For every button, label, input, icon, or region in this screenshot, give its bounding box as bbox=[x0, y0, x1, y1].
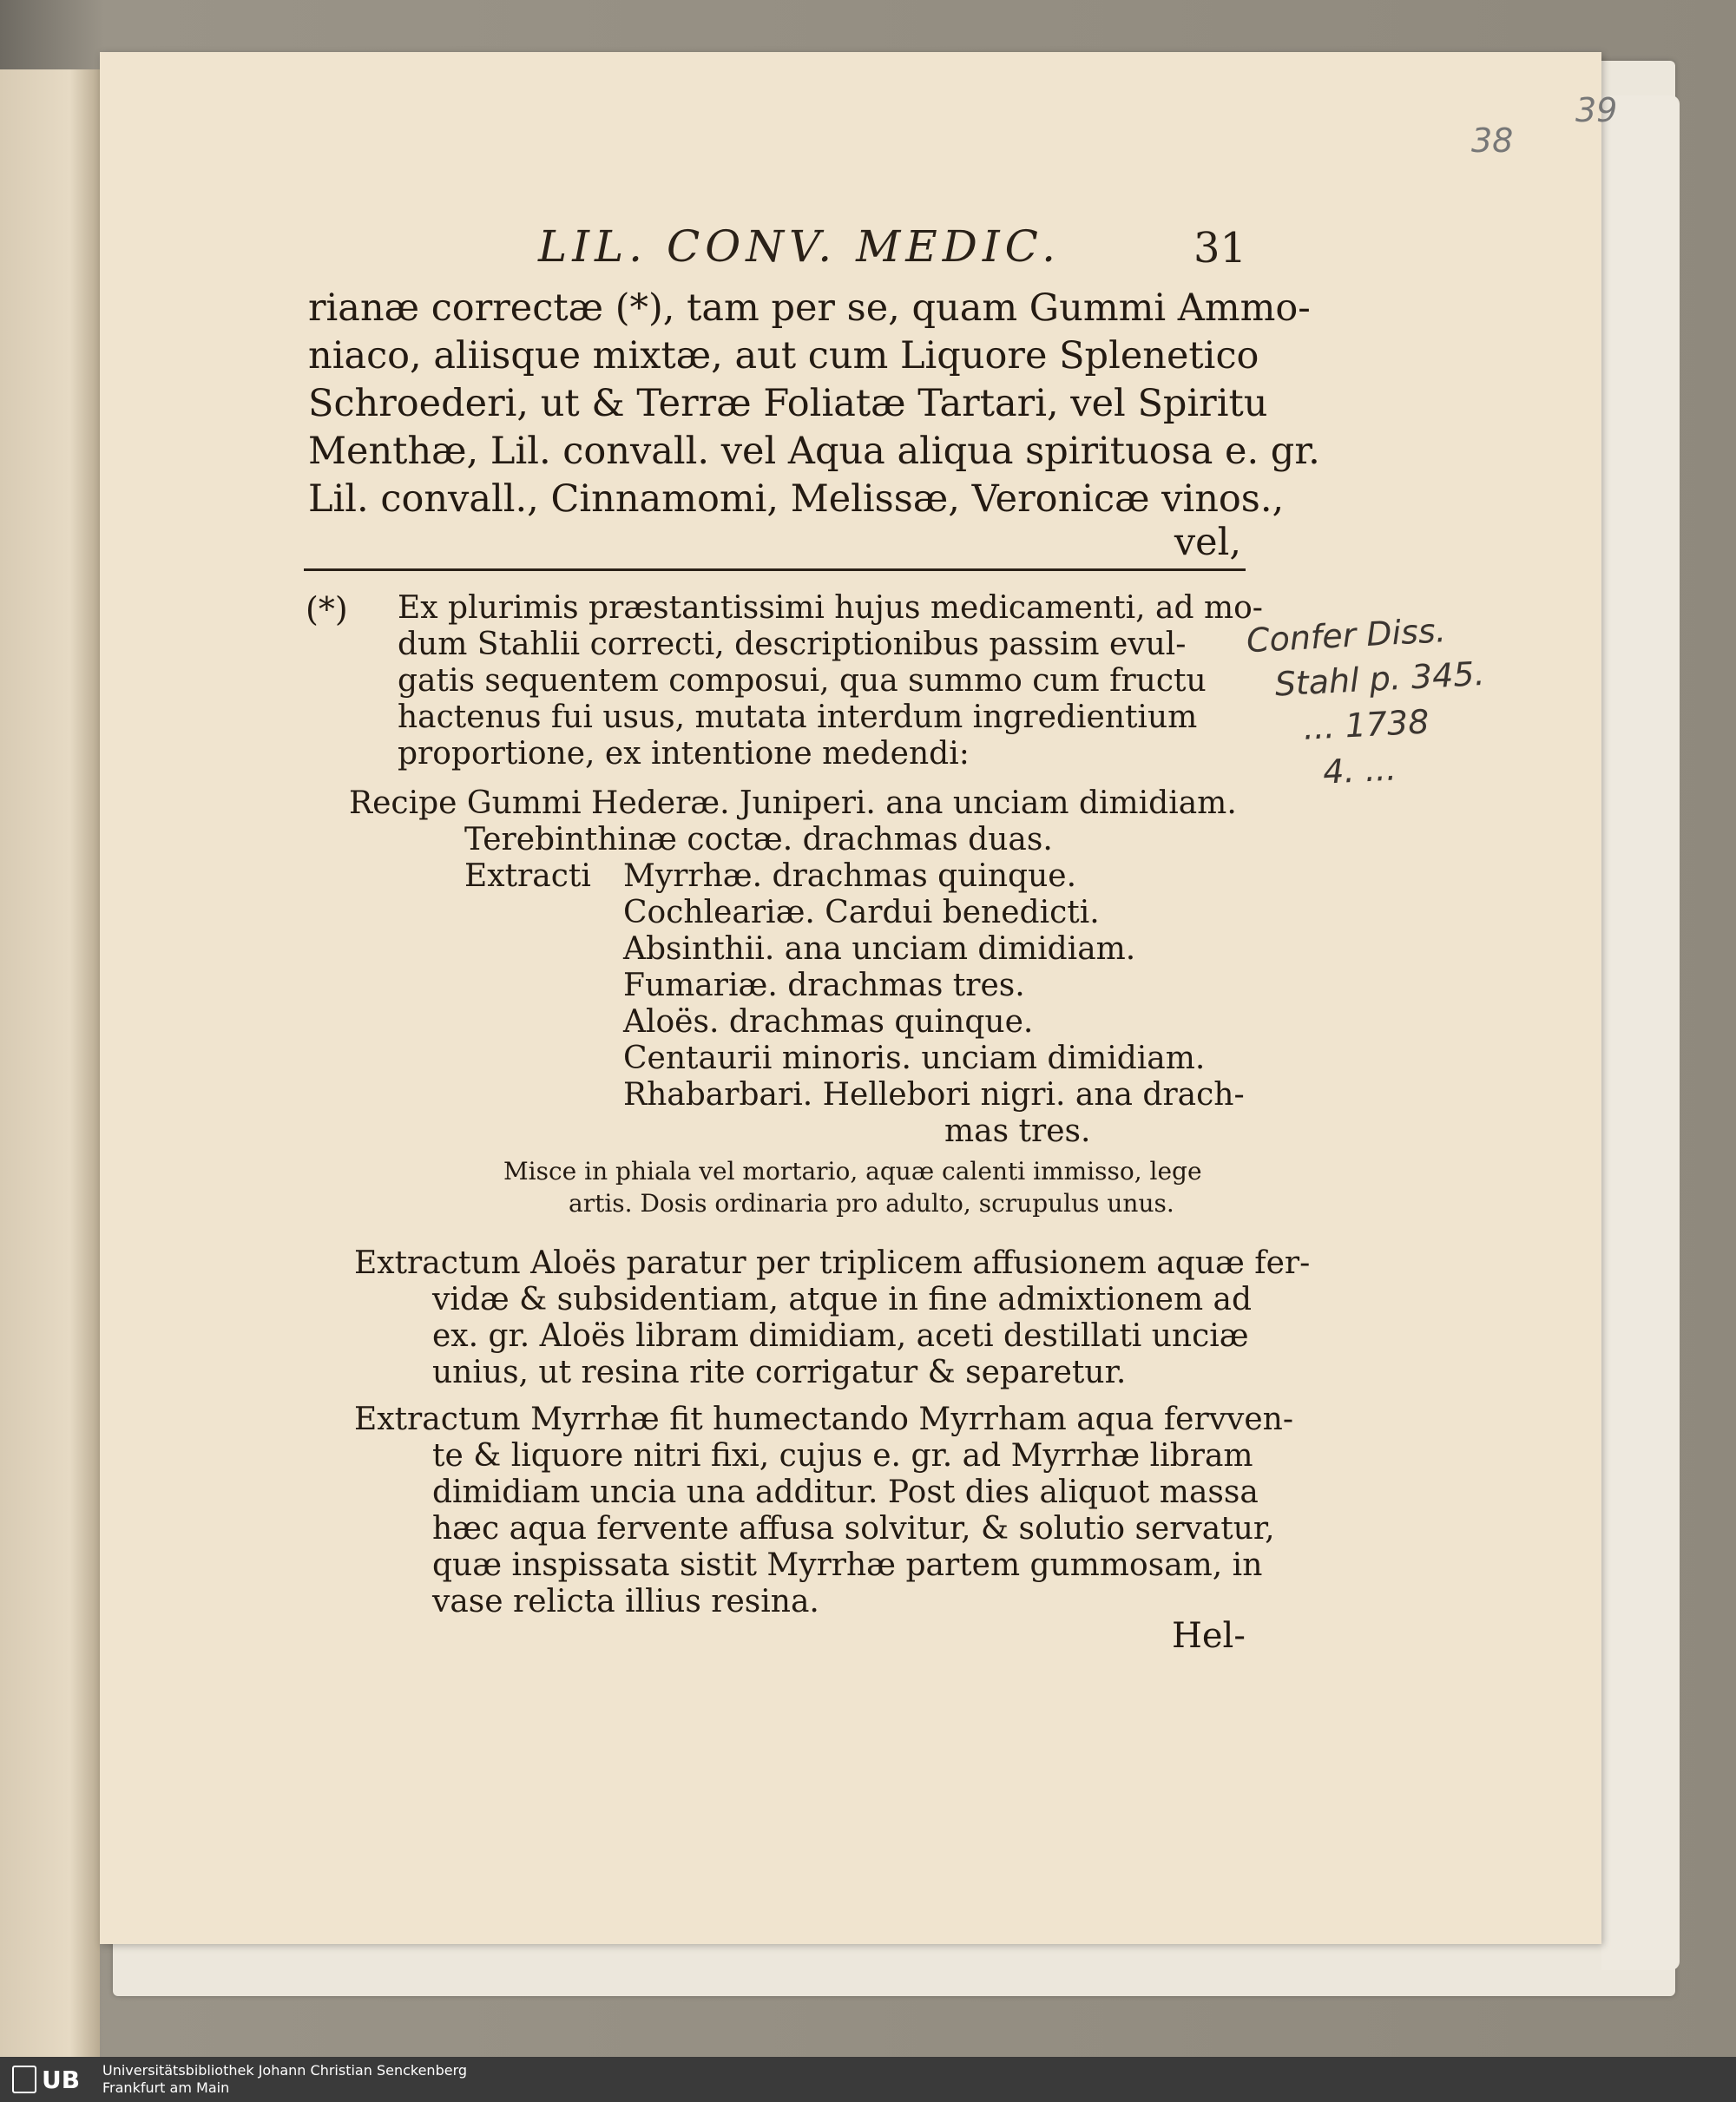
recipe-item: Myrrhæ. drachmas quinque. bbox=[623, 858, 1077, 894]
folio-number-primary: 39 bbox=[1575, 91, 1618, 129]
paragraph-line: vase relicta illius resina. bbox=[432, 1584, 819, 1619]
body-line: Menthæ, Lil. convall. vel Aqua aliqua spirituosa e. gr. bbox=[308, 430, 1320, 473]
library-location-line: Frankfurt am Main bbox=[102, 2079, 230, 2096]
footnote-line: gatis sequentem composui, qua summo cum fructu bbox=[398, 663, 1207, 699]
footnote-line: dum Stahlii correcti, descriptionibus passim evul- bbox=[398, 627, 1187, 662]
catchword: Hel- bbox=[1172, 1616, 1246, 1656]
library-name bbox=[102, 2062, 467, 2097]
running-title: LIL. CONV. MEDIC. bbox=[538, 221, 1061, 272]
recipe-item: Rhabarbari. Hellebori nigri. ana drach- bbox=[623, 1077, 1245, 1113]
paragraph-line: unius, ut resina rite corrigatur & separetur. bbox=[432, 1355, 1127, 1390]
paragraph-line: vidæ & subsidentiam, atque in fine admixtionem ad bbox=[432, 1282, 1253, 1317]
recipe-item: mas tres. bbox=[944, 1113, 1091, 1149]
paragraph-line: Extractum Myrrhæ fit humectando Myrrham aqua fervven- bbox=[354, 1402, 1293, 1437]
library-name-line: Universitätsbibliothek Johann Christian Senckenberg bbox=[102, 2062, 468, 2079]
paragraph-line: te & liquore nitri fixi, cujus e. gr. ad Myrrhæ libram bbox=[432, 1438, 1253, 1474]
misce-line: artis. Dosis ordinaria pro adulto, scrupulus unus. bbox=[569, 1189, 1174, 1218]
left-page-edge bbox=[0, 69, 100, 2057]
footer-bar bbox=[0, 2057, 1736, 2102]
handwritten-note-line: ... 1738 bbox=[1302, 702, 1430, 747]
body-catchword: vel, bbox=[1174, 521, 1241, 564]
paragraph-line: Extractum Aloës paratur per triplicem affusionem aquæ fer- bbox=[354, 1245, 1311, 1281]
body-line: Lil. convall., Cinnamomi, Melissæ, Veronicæ vinos., bbox=[308, 477, 1285, 521]
handwritten-note-line: Stahl p. 345. bbox=[1273, 654, 1486, 704]
body-line: rianæ correctæ (*), tam per se, quam Gummi Ammo- bbox=[308, 286, 1311, 330]
recipe-item: Aloës. drachmas quinque. bbox=[623, 1004, 1034, 1040]
ub-logo-icon bbox=[12, 2066, 36, 2093]
paragraph-line: hæc aqua fervente affusa solvitur, & solutio servatur, bbox=[432, 1511, 1275, 1547]
footnote-rule bbox=[304, 568, 1246, 571]
handwritten-note bbox=[1246, 606, 1490, 798]
body-line: niaco, aliisque mixtæ, aut cum Liquore Splenetico bbox=[308, 334, 1259, 378]
page-number: 31 bbox=[1194, 224, 1247, 273]
footnote-line: Ex plurimis præstantissimi hujus medicamenti, ad mo- bbox=[398, 590, 1263, 626]
body-line: Schroederi, ut & Terræ Foliatæ Tartari, vel Spiritu bbox=[308, 382, 1268, 425]
page-edge bbox=[1601, 95, 1680, 1970]
paragraph-line: dimidiam uncia una additur. Post dies aliquot massa bbox=[432, 1475, 1259, 1510]
footnote-line: proportione, ex intentione medendi: bbox=[398, 736, 970, 772]
handwritten-note-line: 4. ... bbox=[1322, 749, 1397, 792]
handwritten-note-line: Confer Diss. bbox=[1245, 611, 1447, 660]
paragraph-line: ex. gr. Aloës libram dimidiam, aceti destillati unciæ bbox=[432, 1318, 1249, 1354]
recipe-line: Recipe Gummi Hederæ. Juniperi. ana unciam dimidiam. bbox=[349, 785, 1237, 821]
recipe-item: Cochleariæ. Cardui benedicti. bbox=[623, 895, 1100, 930]
footnote-mark: (*) bbox=[306, 590, 348, 628]
footnote-line: hactenus fui usus, mutata interdum ingredientium bbox=[398, 700, 1198, 735]
misce-line: Misce in phiala vel mortario, aquæ calenti immisso, lege bbox=[503, 1157, 1202, 1186]
recipe-item: Fumariæ. drachmas tres. bbox=[623, 968, 1025, 1003]
recipe-item: Centaurii minoris. unciam dimidiam. bbox=[623, 1041, 1206, 1076]
recipe-line: Terebinthinæ coctæ. drachmas duas. bbox=[464, 822, 1053, 857]
ub-logo-text: UB bbox=[42, 2065, 81, 2094]
folio-number-secondary: 38 bbox=[1471, 122, 1514, 160]
recipe-item: Absinthii. ana unciam dimidiam. bbox=[623, 931, 1136, 967]
ub-logo bbox=[12, 2064, 90, 2095]
paragraph-line: quæ inspissata sistit Myrrhæ partem gummosam, in bbox=[432, 1547, 1263, 1583]
recipe-extract-label: Extracti bbox=[464, 858, 591, 894]
